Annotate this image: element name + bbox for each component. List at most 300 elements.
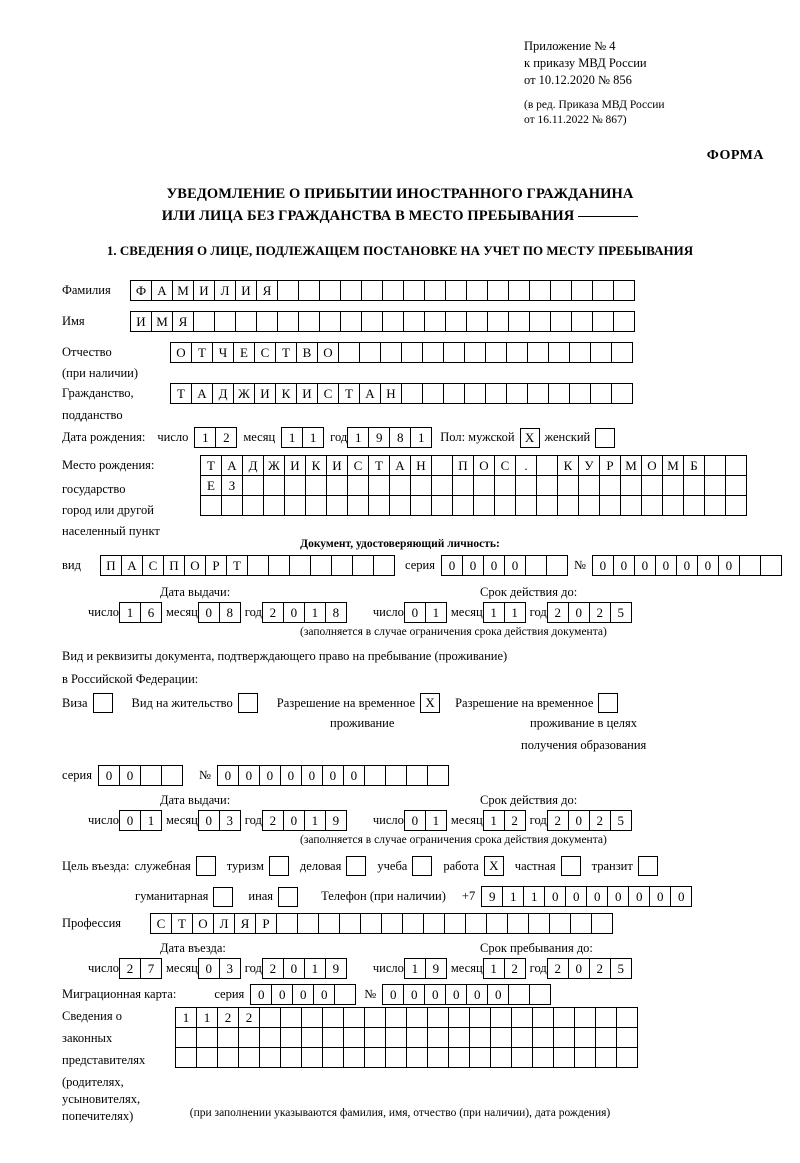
char-cell[interactable] (193, 311, 215, 332)
char-cell[interactable]: 1 (304, 958, 326, 979)
char-cell[interactable]: 2 (217, 1007, 239, 1028)
doc-series-input[interactable] (441, 555, 568, 576)
char-cell[interactable] (595, 1027, 617, 1048)
char-cell[interactable] (485, 383, 507, 404)
char-cell[interactable] (508, 984, 530, 1005)
char-cell[interactable]: 0 (259, 765, 281, 786)
sd-issue-year-input[interactable] (262, 810, 347, 831)
char-cell[interactable]: Я (234, 913, 256, 934)
char-cell[interactable]: Т (170, 383, 192, 404)
char-cell[interactable] (359, 342, 381, 363)
char-cell[interactable] (448, 1007, 470, 1028)
char-cell[interactable] (507, 913, 529, 934)
char-cell[interactable]: 1 (140, 810, 162, 831)
char-cell[interactable]: К (557, 455, 579, 476)
char-cell[interactable]: 1 (347, 427, 369, 448)
char-cell[interactable] (641, 495, 663, 516)
sd-issue-month-input[interactable] (198, 810, 241, 831)
doc-issue-month-input[interactable] (198, 602, 241, 623)
char-cell[interactable] (380, 342, 402, 363)
char-cell[interactable] (263, 495, 285, 516)
char-cell[interactable]: 0 (592, 555, 614, 576)
sd-valid-month-input[interactable] (483, 810, 526, 831)
char-cell[interactable] (549, 913, 571, 934)
char-cell[interactable]: 1 (194, 427, 216, 448)
char-cell[interactable] (298, 280, 320, 301)
char-cell[interactable]: Ж (233, 383, 255, 404)
char-cell[interactable] (305, 475, 327, 496)
char-cell[interactable] (385, 1007, 407, 1028)
char-cell[interactable]: Ф (130, 280, 152, 301)
purpose-other-checkbox[interactable] (278, 887, 298, 907)
char-cell[interactable] (487, 280, 509, 301)
char-cell[interactable] (284, 495, 306, 516)
char-cell[interactable]: 5 (610, 602, 632, 623)
char-cell[interactable] (464, 383, 486, 404)
char-cell[interactable] (599, 495, 621, 516)
char-cell[interactable] (486, 913, 508, 934)
char-cell[interactable]: 2 (262, 810, 284, 831)
char-cell[interactable] (401, 342, 423, 363)
residence-permit-checkbox[interactable] (238, 693, 258, 713)
char-cell[interactable] (427, 1007, 449, 1028)
char-cell[interactable] (410, 495, 432, 516)
doc-valid-day-input[interactable] (404, 602, 447, 623)
char-cell[interactable] (238, 1047, 260, 1068)
char-cell[interactable] (683, 475, 705, 496)
char-cell[interactable] (301, 1007, 323, 1028)
char-cell[interactable] (443, 383, 465, 404)
char-cell[interactable] (465, 913, 487, 934)
char-cell[interactable]: П (100, 555, 122, 576)
char-cell[interactable] (616, 1047, 638, 1068)
char-cell[interactable] (548, 383, 570, 404)
char-cell[interactable] (364, 1027, 386, 1048)
char-cell[interactable] (529, 984, 551, 1005)
char-cell[interactable]: 0 (649, 886, 671, 907)
char-cell[interactable] (217, 1027, 239, 1048)
char-cell[interactable]: 1 (410, 427, 432, 448)
char-cell[interactable] (196, 1047, 218, 1068)
char-cell[interactable] (259, 1047, 281, 1068)
purpose-work-checkbox[interactable]: X (484, 856, 504, 876)
char-cell[interactable] (403, 280, 425, 301)
char-cell[interactable] (515, 495, 537, 516)
representatives-input-row-2[interactable] (175, 1027, 638, 1048)
char-cell[interactable]: 2 (547, 810, 569, 831)
char-cell[interactable] (431, 475, 453, 496)
entry-month-input[interactable] (198, 958, 241, 979)
char-cell[interactable] (613, 311, 635, 332)
char-cell[interactable] (444, 913, 466, 934)
char-cell[interactable] (574, 1047, 596, 1068)
char-cell[interactable]: У (578, 455, 600, 476)
char-cell[interactable] (221, 495, 243, 516)
representatives-input-row-1[interactable] (175, 1007, 638, 1028)
char-cell[interactable] (574, 1007, 596, 1028)
char-cell[interactable] (334, 984, 356, 1005)
char-cell[interactable] (284, 475, 306, 496)
char-cell[interactable]: 7 (140, 958, 162, 979)
char-cell[interactable] (508, 311, 530, 332)
char-cell[interactable] (578, 495, 600, 516)
doc-issue-day-input[interactable] (119, 602, 162, 623)
char-cell[interactable]: 8 (325, 602, 347, 623)
char-cell[interactable] (247, 555, 269, 576)
char-cell[interactable] (389, 475, 411, 496)
char-cell[interactable]: 2 (589, 602, 611, 623)
char-cell[interactable] (527, 383, 549, 404)
char-cell[interactable]: 1 (175, 1007, 197, 1028)
char-cell[interactable] (571, 311, 593, 332)
char-cell[interactable] (301, 1027, 323, 1048)
char-cell[interactable]: 0 (301, 765, 323, 786)
char-cell[interactable] (590, 342, 612, 363)
char-cell[interactable]: 0 (487, 984, 509, 1005)
char-cell[interactable]: 0 (441, 555, 463, 576)
char-cell[interactable] (620, 495, 642, 516)
char-cell[interactable]: 0 (404, 810, 426, 831)
char-cell[interactable] (641, 475, 663, 496)
char-cell[interactable]: А (389, 455, 411, 476)
char-cell[interactable] (548, 342, 570, 363)
patronymic-input[interactable] (170, 342, 633, 363)
char-cell[interactable]: А (151, 280, 173, 301)
char-cell[interactable]: 0 (568, 602, 590, 623)
doc-valid-month-input[interactable] (483, 602, 526, 623)
char-cell[interactable]: 0 (343, 765, 365, 786)
char-cell[interactable] (725, 455, 747, 476)
char-cell[interactable] (448, 1047, 470, 1068)
char-cell[interactable] (529, 280, 551, 301)
char-cell[interactable]: Р (205, 555, 227, 576)
char-cell[interactable] (318, 913, 340, 934)
char-cell[interactable]: 1 (483, 958, 505, 979)
char-cell[interactable]: Т (171, 913, 193, 934)
char-cell[interactable]: М (151, 311, 173, 332)
representatives-input-row-3[interactable] (175, 1047, 638, 1068)
char-cell[interactable]: 9 (368, 427, 390, 448)
char-cell[interactable]: 1 (304, 602, 326, 623)
char-cell[interactable]: 8 (389, 427, 411, 448)
char-cell[interactable]: 2 (238, 1007, 260, 1028)
birthplace-input-row-2[interactable] (200, 475, 747, 496)
char-cell[interactable]: 0 (119, 810, 141, 831)
char-cell[interactable]: 0 (634, 555, 656, 576)
char-cell[interactable] (473, 495, 495, 516)
char-cell[interactable]: 2 (215, 427, 237, 448)
char-cell[interactable] (268, 555, 290, 576)
char-cell[interactable] (289, 555, 311, 576)
char-cell[interactable]: 0 (280, 765, 302, 786)
char-cell[interactable] (403, 311, 425, 332)
char-cell[interactable]: И (254, 383, 276, 404)
char-cell[interactable]: Т (275, 342, 297, 363)
char-cell[interactable] (506, 342, 528, 363)
char-cell[interactable]: Т (338, 383, 360, 404)
char-cell[interactable] (389, 495, 411, 516)
char-cell[interactable]: М (172, 280, 194, 301)
char-cell[interactable]: Б (683, 455, 705, 476)
birth-day-input[interactable] (194, 427, 237, 448)
entry-day-input[interactable] (119, 958, 162, 979)
char-cell[interactable] (385, 1027, 407, 1048)
char-cell[interactable]: А (191, 383, 213, 404)
char-cell[interactable] (364, 765, 386, 786)
char-cell[interactable]: 0 (655, 555, 677, 576)
char-cell[interactable]: 2 (504, 958, 526, 979)
char-cell[interactable]: 2 (504, 810, 526, 831)
char-cell[interactable]: З (221, 475, 243, 496)
purpose-official-checkbox[interactable] (196, 856, 216, 876)
char-cell[interactable] (277, 311, 299, 332)
char-cell[interactable] (431, 455, 453, 476)
char-cell[interactable]: 0 (283, 958, 305, 979)
char-cell[interactable]: 6 (140, 602, 162, 623)
purpose-study-checkbox[interactable] (412, 856, 432, 876)
char-cell[interactable]: Т (368, 455, 390, 476)
char-cell[interactable] (424, 280, 446, 301)
char-cell[interactable]: 8 (219, 602, 241, 623)
char-cell[interactable] (343, 1047, 365, 1068)
char-cell[interactable] (361, 311, 383, 332)
char-cell[interactable]: 0 (292, 984, 314, 1005)
char-cell[interactable] (704, 455, 726, 476)
char-cell[interactable]: 0 (445, 984, 467, 1005)
char-cell[interactable] (217, 1047, 239, 1068)
char-cell[interactable]: 0 (283, 810, 305, 831)
char-cell[interactable]: М (620, 455, 642, 476)
char-cell[interactable] (422, 383, 444, 404)
char-cell[interactable]: 2 (589, 958, 611, 979)
char-cell[interactable] (620, 475, 642, 496)
char-cell[interactable] (704, 495, 726, 516)
char-cell[interactable]: 1 (483, 602, 505, 623)
char-cell[interactable] (550, 311, 572, 332)
edu-residence-checkbox[interactable] (598, 693, 618, 713)
char-cell[interactable] (532, 1007, 554, 1028)
visa-checkbox[interactable] (93, 693, 113, 713)
sd-valid-year-input[interactable] (547, 810, 632, 831)
char-cell[interactable]: 1 (304, 810, 326, 831)
char-cell[interactable] (578, 475, 600, 496)
char-cell[interactable] (570, 913, 592, 934)
birth-year-input[interactable] (347, 427, 432, 448)
char-cell[interactable]: 0 (404, 602, 426, 623)
char-cell[interactable]: 1 (504, 602, 526, 623)
char-cell[interactable] (305, 495, 327, 516)
char-cell[interactable] (343, 1007, 365, 1028)
char-cell[interactable] (725, 495, 747, 516)
char-cell[interactable]: 2 (547, 958, 569, 979)
char-cell[interactable] (616, 1027, 638, 1048)
sd-valid-day-input[interactable] (404, 810, 447, 831)
char-cell[interactable] (662, 475, 684, 496)
birthplace-input-row-1[interactable] (200, 455, 747, 476)
char-cell[interactable]: О (192, 913, 214, 934)
char-cell[interactable]: 0 (283, 602, 305, 623)
char-cell[interactable]: 2 (589, 810, 611, 831)
char-cell[interactable]: И (193, 280, 215, 301)
char-cell[interactable] (553, 1007, 575, 1028)
char-cell[interactable]: 1 (119, 602, 141, 623)
char-cell[interactable] (431, 495, 453, 516)
char-cell[interactable] (443, 342, 465, 363)
char-cell[interactable] (473, 475, 495, 496)
char-cell[interactable]: Е (200, 475, 222, 496)
char-cell[interactable]: 0 (568, 810, 590, 831)
char-cell[interactable]: Ч (212, 342, 234, 363)
char-cell[interactable]: А (121, 555, 143, 576)
char-cell[interactable]: 1 (404, 958, 426, 979)
char-cell[interactable]: О (184, 555, 206, 576)
char-cell[interactable] (259, 1027, 281, 1048)
char-cell[interactable] (527, 342, 549, 363)
char-cell[interactable]: 0 (697, 555, 719, 576)
char-cell[interactable]: Д (212, 383, 234, 404)
char-cell[interactable] (326, 475, 348, 496)
char-cell[interactable] (242, 475, 264, 496)
char-cell[interactable] (368, 495, 390, 516)
sd-issue-day-input[interactable] (119, 810, 162, 831)
char-cell[interactable]: 1 (425, 602, 447, 623)
char-cell[interactable] (297, 913, 319, 934)
char-cell[interactable]: 0 (483, 555, 505, 576)
char-cell[interactable] (140, 765, 162, 786)
char-cell[interactable] (385, 1047, 407, 1068)
char-cell[interactable] (352, 555, 374, 576)
char-cell[interactable] (364, 1047, 386, 1068)
char-cell[interactable] (319, 311, 341, 332)
char-cell[interactable] (592, 280, 614, 301)
char-cell[interactable]: Ж (263, 455, 285, 476)
stay-doc-series-input[interactable] (98, 765, 183, 786)
char-cell[interactable] (466, 280, 488, 301)
char-cell[interactable] (340, 280, 362, 301)
char-cell[interactable]: 2 (119, 958, 141, 979)
char-cell[interactable]: . (515, 455, 537, 476)
char-cell[interactable]: 1 (425, 810, 447, 831)
char-cell[interactable] (361, 280, 383, 301)
char-cell[interactable] (739, 555, 761, 576)
char-cell[interactable]: С (150, 913, 172, 934)
char-cell[interactable] (381, 913, 403, 934)
char-cell[interactable]: Я (172, 311, 194, 332)
char-cell[interactable] (347, 495, 369, 516)
char-cell[interactable]: 0 (322, 765, 344, 786)
char-cell[interactable] (445, 311, 467, 332)
char-cell[interactable] (595, 1047, 617, 1068)
char-cell[interactable] (557, 475, 579, 496)
char-cell[interactable] (445, 280, 467, 301)
char-cell[interactable]: 0 (504, 555, 526, 576)
char-cell[interactable] (613, 280, 635, 301)
char-cell[interactable] (280, 1047, 302, 1068)
char-cell[interactable]: 2 (547, 602, 569, 623)
purpose-tourism-checkbox[interactable] (269, 856, 289, 876)
char-cell[interactable]: 2 (262, 602, 284, 623)
char-cell[interactable] (506, 383, 528, 404)
char-cell[interactable] (528, 913, 550, 934)
char-cell[interactable] (487, 311, 509, 332)
char-cell[interactable] (485, 342, 507, 363)
char-cell[interactable] (490, 1007, 512, 1028)
char-cell[interactable] (360, 913, 382, 934)
doc-type-input[interactable] (100, 555, 395, 576)
char-cell[interactable] (515, 475, 537, 496)
char-cell[interactable] (574, 1027, 596, 1048)
char-cell[interactable]: 0 (670, 886, 692, 907)
char-cell[interactable]: 0 (613, 555, 635, 576)
char-cell[interactable] (683, 495, 705, 516)
char-cell[interactable] (196, 1027, 218, 1048)
char-cell[interactable] (175, 1027, 197, 1048)
char-cell[interactable]: 3 (219, 810, 241, 831)
char-cell[interactable]: К (275, 383, 297, 404)
migration-series-input[interactable] (250, 984, 356, 1005)
sex-male-checkbox[interactable]: X (520, 428, 540, 448)
char-cell[interactable] (326, 495, 348, 516)
char-cell[interactable]: И (296, 383, 318, 404)
surname-input[interactable] (130, 280, 635, 301)
char-cell[interactable] (319, 280, 341, 301)
char-cell[interactable]: О (473, 455, 495, 476)
char-cell[interactable] (464, 342, 486, 363)
char-cell[interactable]: И (326, 455, 348, 476)
char-cell[interactable] (214, 311, 236, 332)
char-cell[interactable] (536, 475, 558, 496)
char-cell[interactable]: 0 (198, 810, 220, 831)
char-cell[interactable] (466, 311, 488, 332)
char-cell[interactable] (406, 765, 428, 786)
char-cell[interactable] (662, 495, 684, 516)
char-cell[interactable]: 0 (544, 886, 566, 907)
char-cell[interactable]: 0 (198, 958, 220, 979)
char-cell[interactable]: 0 (628, 886, 650, 907)
char-cell[interactable]: 5 (610, 810, 632, 831)
char-cell[interactable]: Р (255, 913, 277, 934)
char-cell[interactable]: 9 (481, 886, 503, 907)
char-cell[interactable]: 0 (586, 886, 608, 907)
char-cell[interactable] (280, 1027, 302, 1048)
char-cell[interactable] (280, 1007, 302, 1028)
char-cell[interactable]: С (317, 383, 339, 404)
char-cell[interactable]: Т (200, 455, 222, 476)
char-cell[interactable] (298, 311, 320, 332)
char-cell[interactable] (259, 1007, 281, 1028)
char-cell[interactable] (427, 765, 449, 786)
stay-month-input[interactable] (483, 958, 526, 979)
char-cell[interactable]: Т (191, 342, 213, 363)
char-cell[interactable] (571, 280, 593, 301)
char-cell[interactable] (760, 555, 782, 576)
char-cell[interactable]: Т (226, 555, 248, 576)
char-cell[interactable] (339, 913, 361, 934)
char-cell[interactable] (427, 1027, 449, 1048)
char-cell[interactable]: О (641, 455, 663, 476)
char-cell[interactable] (452, 475, 474, 496)
char-cell[interactable] (422, 342, 444, 363)
char-cell[interactable]: Н (380, 383, 402, 404)
char-cell[interactable] (347, 475, 369, 496)
char-cell[interactable] (553, 1027, 575, 1048)
char-cell[interactable]: 1 (523, 886, 545, 907)
char-cell[interactable] (410, 475, 432, 496)
char-cell[interactable]: 5 (610, 958, 632, 979)
migration-number-input[interactable] (382, 984, 551, 1005)
char-cell[interactable]: 0 (466, 984, 488, 1005)
char-cell[interactable] (385, 765, 407, 786)
